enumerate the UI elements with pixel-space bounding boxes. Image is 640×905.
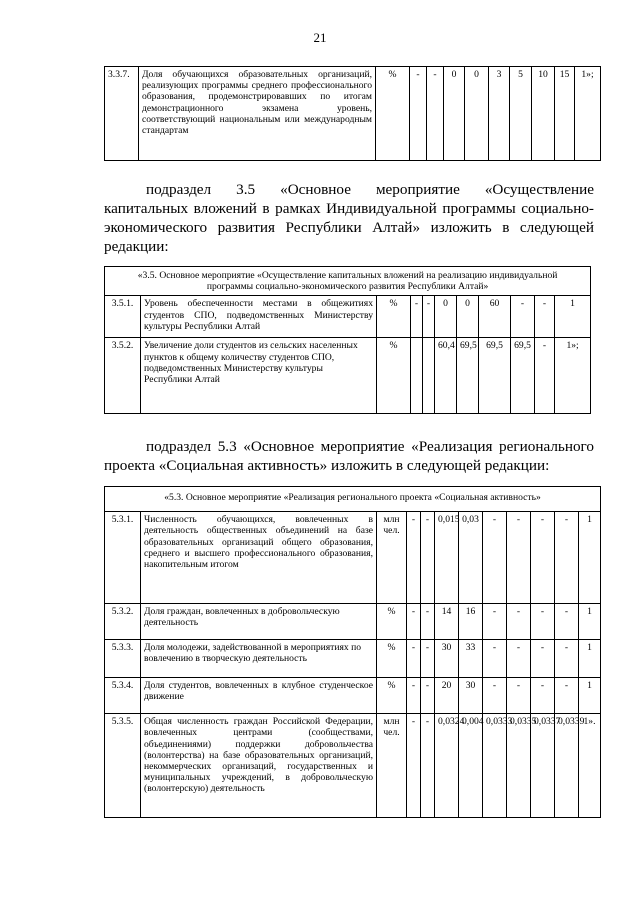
unit-cell: % xyxy=(377,640,407,678)
unit-cell: млн чел. xyxy=(377,714,407,818)
row-number: 5.3.1. xyxy=(105,512,141,604)
unit-cell: % xyxy=(377,678,407,714)
paragraph-text: подраздел 5.3 «Основное мероприятие «Реализация регионального проекта «Социальная активность» изложить в следующей редакции: xyxy=(104,438,594,474)
value-cell: 69,5 xyxy=(511,338,535,414)
value-cell: 0,015 xyxy=(435,512,459,604)
value-cell: - xyxy=(423,296,435,338)
value-cell xyxy=(411,338,423,414)
value-cell: 15 xyxy=(555,67,575,161)
value-cell: - xyxy=(511,296,535,338)
value-cell: 5 xyxy=(510,67,532,161)
value-cell: 1 xyxy=(579,640,601,678)
value-cell: 0,0337 xyxy=(531,714,555,818)
value-cell: 20 xyxy=(435,678,459,714)
table-row xyxy=(105,512,601,604)
indicator-name: Доля обучающихся образовательных организаций, реализующих программы среднего профессионального образования, продемонстрировавших по итогам демонстрационного экзамена уровень, соответствующий национальным или международным стандартам xyxy=(139,67,376,161)
value-cell: 14 xyxy=(435,604,459,640)
value-cell: - xyxy=(555,512,579,604)
value-cell: - xyxy=(421,604,435,640)
indicator-name: Увеличение доли студентов из сельских населенных пунктов к общему количеству студентов СПО, подведомственных Министерству культуры Республики Алтай xyxy=(141,338,377,414)
value-cell: 33 xyxy=(459,640,483,678)
value-cell: 1». xyxy=(579,714,601,818)
table-row xyxy=(105,296,591,338)
value-cell: - xyxy=(531,640,555,678)
value-cell: - xyxy=(483,640,507,678)
row-number: 5.3.3. xyxy=(105,640,141,678)
table-row xyxy=(105,67,601,161)
section-header: «3.5. Основное мероприятие «Осуществление капитальных вложений на реализацию индивидуальной программы социально-экономического развития Республики Алтай» xyxy=(105,267,591,296)
value-cell: 1 xyxy=(579,678,601,714)
paragraph-subsection-3-5 xyxy=(104,180,594,256)
value-cell: - xyxy=(555,678,579,714)
paragraph-subsection-5-3 xyxy=(104,437,594,475)
table-row xyxy=(105,714,601,818)
value-cell: 0 xyxy=(457,296,479,338)
page-number: 21 xyxy=(313,30,327,45)
value-cell: 0,0339 xyxy=(555,714,579,818)
table-row xyxy=(105,604,601,640)
value-cell: 0,03 xyxy=(459,512,483,604)
value-cell: 0 xyxy=(435,296,457,338)
value-cell: - xyxy=(407,678,421,714)
value-cell: - xyxy=(507,604,531,640)
unit-cell: % xyxy=(377,338,411,414)
value-cell: - xyxy=(410,67,427,161)
value-cell: 1 xyxy=(579,512,601,604)
value-cell: 0,0324 xyxy=(435,714,459,818)
indicator-name: Общая численность граждан Российской Федерации, вовлеченных центрами (сообществами, объединениями) поддержки добровольчества (волонтерства) на базе образовательных организаций, некоммерческих организаций, государственных и муниципальных учреждений, в добровольческую (волонтерскую) деятельность xyxy=(141,714,377,818)
value-cell: - xyxy=(407,640,421,678)
row-number: 3.3.7. xyxy=(105,67,139,161)
section-header: «5.3. Основное мероприятие «Реализация регионального проекта «Социальная активность» xyxy=(105,487,601,512)
value-cell: 1»; xyxy=(575,67,601,161)
table-row xyxy=(105,338,591,414)
value-cell: 10 xyxy=(532,67,555,161)
value-cell: 30 xyxy=(459,678,483,714)
value-cell: - xyxy=(421,678,435,714)
value-cell: - xyxy=(531,604,555,640)
table-header-row xyxy=(105,487,601,512)
value-cell: 0,0333 xyxy=(483,714,507,818)
value-cell: - xyxy=(531,678,555,714)
value-cell: 69,5 xyxy=(457,338,479,414)
value-cell: - xyxy=(407,604,421,640)
indicator-table-3-3 xyxy=(104,66,601,161)
unit-cell: % xyxy=(377,296,411,338)
value-cell: 3 xyxy=(489,67,510,161)
unit-cell: % xyxy=(376,67,410,161)
value-cell: - xyxy=(483,512,507,604)
value-cell: 60 xyxy=(479,296,511,338)
unit-cell: % xyxy=(377,604,407,640)
value-cell: - xyxy=(507,512,531,604)
row-number: 5.3.4. xyxy=(105,678,141,714)
value-cell: - xyxy=(421,640,435,678)
value-cell: 30 xyxy=(435,640,459,678)
row-number: 3.5.2. xyxy=(105,338,141,414)
row-number: 3.5.1. xyxy=(105,296,141,338)
value-cell: - xyxy=(407,714,421,818)
value-cell: - xyxy=(421,714,435,818)
value-cell: - xyxy=(483,604,507,640)
row-number: 5.3.5. xyxy=(105,714,141,818)
value-cell: - xyxy=(535,338,555,414)
value-cell: 16 xyxy=(459,604,483,640)
value-cell: 0,004 xyxy=(459,714,483,818)
value-cell: 0 xyxy=(444,67,465,161)
value-cell: - xyxy=(421,512,435,604)
value-cell: - xyxy=(411,296,423,338)
value-cell xyxy=(423,338,435,414)
value-cell: 0,0335 xyxy=(507,714,531,818)
value-cell: - xyxy=(483,678,507,714)
indicator-name: Численность обучающихся, вовлеченных в деятельность общественных объединений на базе образовательных организаций общего образования, среднего и высшего профессионального образования, накопительным итогом xyxy=(141,512,377,604)
value-cell: 1 xyxy=(555,296,591,338)
value-cell: 0 xyxy=(465,67,489,161)
indicator-name: Уровень обеспеченности местами в общежитиях студентов СПО, подведомственных Министерству культуры Республики Алтай xyxy=(141,296,377,338)
indicator-table-3-5 xyxy=(104,266,591,414)
value-cell: - xyxy=(407,512,421,604)
unit-cell: млн чел. xyxy=(377,512,407,604)
indicator-name: Доля студентов, вовлеченных в клубное студенческое движение xyxy=(141,678,377,714)
table-row xyxy=(105,678,601,714)
table-header-row xyxy=(105,267,591,296)
indicator-name: Доля граждан, вовлеченных в добровольческую деятельность xyxy=(141,604,377,640)
value-cell: - xyxy=(555,604,579,640)
value-cell: - xyxy=(427,67,444,161)
value-cell: - xyxy=(555,640,579,678)
value-cell: 1 xyxy=(579,604,601,640)
indicator-table-5-3 xyxy=(104,486,601,818)
table-row xyxy=(105,640,601,678)
value-cell: - xyxy=(507,678,531,714)
value-cell: 60,4 xyxy=(435,338,457,414)
value-cell: 69,5 xyxy=(479,338,511,414)
paragraph-text: подраздел 3.5 «Основное мероприятие «Осуществление капитальных вложений в рамках Индивидуальной программы социально-экономического развития Республики Алтай» изложить в следующей редакции: xyxy=(104,181,594,255)
row-number: 5.3.2. xyxy=(105,604,141,640)
value-cell: - xyxy=(531,512,555,604)
indicator-name: Доля молодежи, задействованной в мероприятиях по вовлечению в творческую деятельность xyxy=(141,640,377,678)
value-cell: - xyxy=(507,640,531,678)
value-cell: - xyxy=(535,296,555,338)
value-cell: 1»; xyxy=(555,338,591,414)
